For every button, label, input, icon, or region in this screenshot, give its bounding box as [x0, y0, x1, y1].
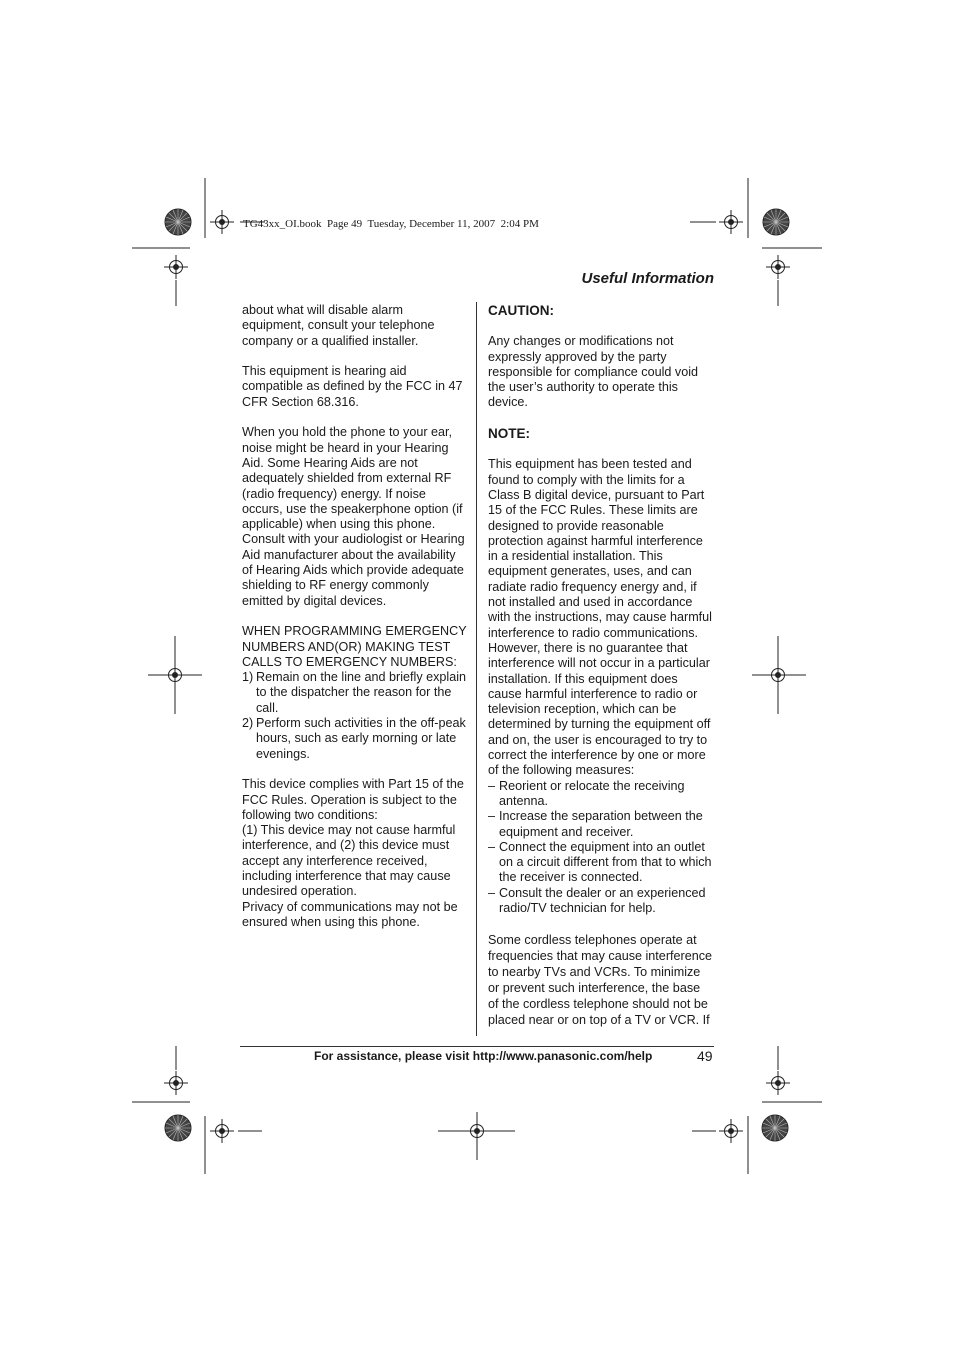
list-marker: – — [488, 778, 496, 793]
caution-heading: CAUTION: — [488, 303, 554, 318]
right-column — [488, 303, 714, 1028]
list-marker: 2) — [242, 716, 254, 731]
hearing-aid-noise-paragraph: When you hold the phone to your ear, noise might be heard in your Hearing Aid. Some Hearing Aids are not adequately shielded from external RF (radio frequency) energy. If noise occurs, use the speakerphone option (if applicable) when using this phone. Consult with your audiologist or Hearing Aid manufacturer about the availability of Hearing Aids which provide adequate shielding to RF energy commonly emitted by digital devices. — [242, 425, 465, 608]
hearing-aid-paragraph: This equipment is hearing aid compatible as defined by the FCC in 47 CFR Section 68.316. — [242, 364, 463, 409]
left-column — [242, 303, 467, 930]
footer-rule — [240, 1046, 714, 1047]
privacy-paragraph: Privacy of communications may not be ensured when using this phone. — [242, 899, 458, 929]
emergency-heading: WHEN PROGRAMMING EMERGENCY NUMBERS AND(OR) MAKING TEST CALLS TO EMERGENCY NUMBERS: — [242, 624, 467, 669]
list-item — [488, 840, 714, 886]
note-heading: NOTE: — [488, 426, 530, 442]
list-item — [242, 670, 467, 716]
list-item-text: Consult the dealer or an experienced radio/TV technician for help. — [499, 885, 706, 915]
list-item-text: Reorient or relocate the receiving antenna. — [499, 778, 685, 808]
column-divider — [476, 302, 477, 1036]
cordless-interference-text: Some cordless telephones operate at frequencies that may cause interference to nearby TVs and VCRs. To minimize or prevent such interference, the base of the cordless telephone should not be placed near or on top of a TV or VCR. If — [488, 932, 713, 1027]
alarm-paragraph: about what will disable alarm equipment, consult your telephone company or a qualified installer. — [242, 303, 435, 348]
assistance-footer: For assistance, please visit http://www.panasonic.com/help — [314, 1049, 653, 1063]
list-marker: – — [488, 885, 496, 900]
interference-measures — [488, 779, 714, 917]
list-marker: – — [488, 809, 496, 824]
page-number: 49 — [697, 1048, 713, 1064]
list-marker: – — [488, 839, 496, 854]
list-marker: 1) — [242, 670, 254, 685]
section-title: Useful Information — [581, 270, 714, 287]
list-item — [242, 716, 467, 762]
note-text: This equipment has been tested and found to comply with the limits for a Class B digital device, pursuant to Part 15 of the FCC Rules. These limits are designed to provide reasonable protection against harmful interference in a residential installation. This equipment generates, uses, and can radiate radio frequency energy and, if not installed and used in accordance with the instructions, may cause harmful interference to radio communications. However, there is no guarantee that interference will not occur in a particular installation. If this equipment does cause harmful interference to radio or television reception, which can be determined by turning the equipment off and on, the user is encouraged to try to correct the interference by one or more of the following measures: — [488, 457, 712, 778]
caution-text: Any changes or modifications not expressly approved by the party responsible for compliance could void the user’s authority to operate this device. — [488, 334, 699, 410]
fcc-conditions-paragraph: (1) This device may not cause harmful interference, and (2) this device must accept any interference received, including interference that may cause undesired operation. — [242, 823, 456, 899]
list-item — [488, 886, 714, 917]
list-item-text: Connect the equipment into an outlet on a circuit different from that to which the receiver is connected. — [499, 839, 712, 885]
list-item-text: Perform such activities in the off-peak hours, such as early morning or late evenings. — [256, 716, 466, 761]
list-item — [488, 809, 714, 840]
list-item-text: Increase the separation between the equipment and receiver. — [499, 809, 703, 839]
list-item-text: Remain on the line and briefly explain to the dispatcher the reason for the call. — [256, 670, 467, 715]
print-header: TG43xx_OI.book Page 49 Tuesday, December 11, 2007 2:04 PM — [243, 218, 539, 230]
list-item — [488, 779, 714, 810]
emergency-steps — [242, 670, 467, 762]
fcc-part15-paragraph: This device complies with Part 15 of the FCC Rules. Operation is subject to the following two conditions: — [242, 777, 464, 822]
